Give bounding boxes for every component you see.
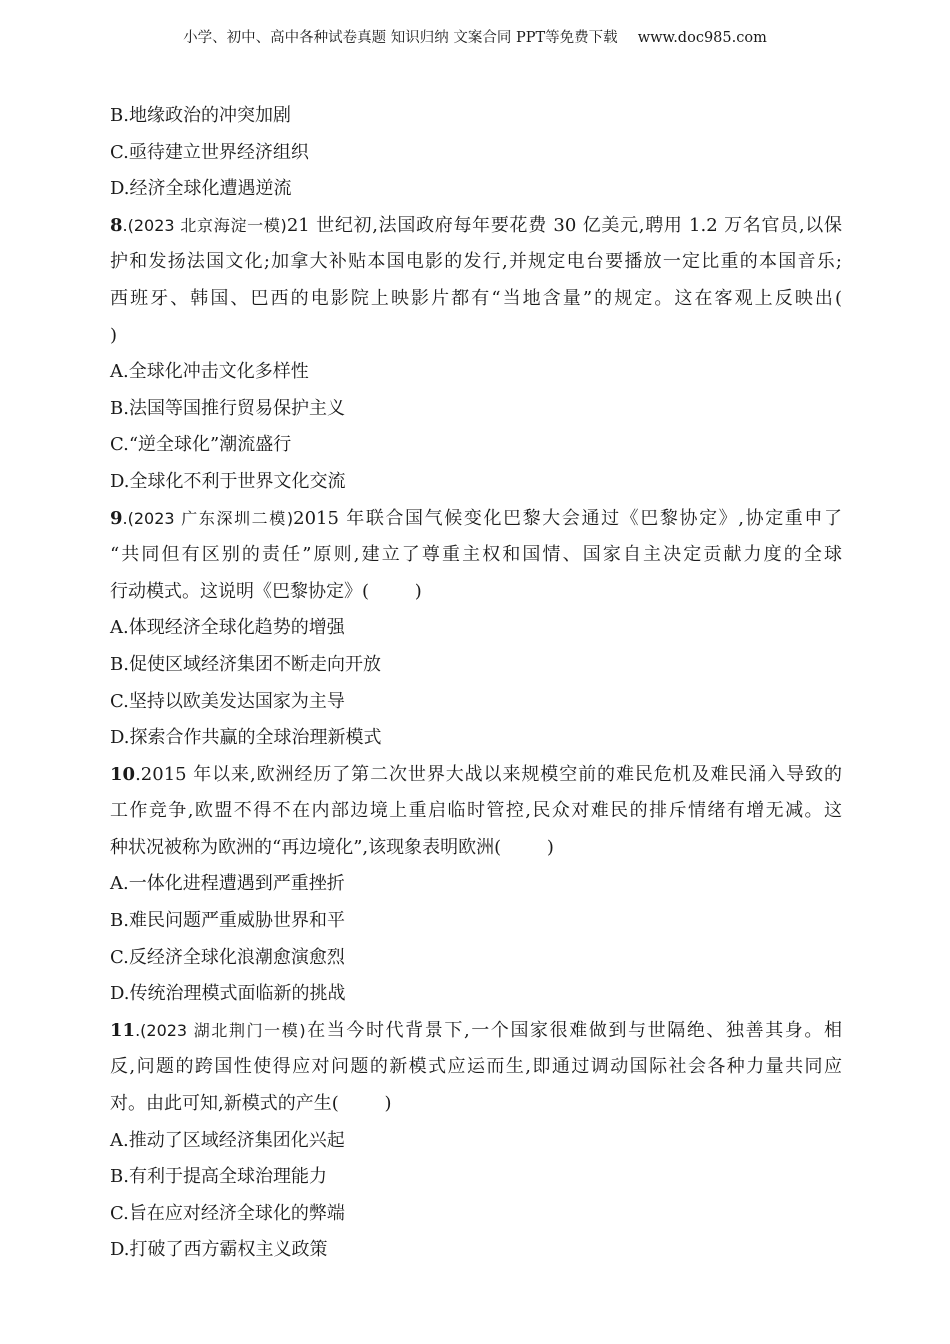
- question-content: [110, 98, 842, 1269]
- question-text-line: 工作竞争,欧盟不得不在内部边境上重启临时管控,民众对难民的排斥情绪有增无减。这: [110, 800, 842, 822]
- question-source: .(2023 北京海淀一模): [122, 215, 287, 235]
- question-8-line-1: [110, 208, 842, 245]
- question-number: 11: [110, 1019, 136, 1041]
- question-text-line: “共同但有区别的责任”原则,建立了尊重主权和国情、国家自主决定贡献力度的全球: [110, 544, 842, 566]
- option-line: D.全球化不利于世界文化交流: [110, 470, 346, 492]
- question-source: .(2023 广东深圳二模): [122, 508, 294, 528]
- option-line: C.“逆全球化”潮流盛行: [110, 434, 292, 456]
- question-text: 在当今时代背景下,一个国家很难做到与世隔绝、独善其身。相: [305, 1019, 842, 1041]
- option-line: B.难民问题严重威胁世界和平: [110, 910, 345, 932]
- option-line: A.一体化进程遭遇到严重挫折: [110, 873, 345, 895]
- option-line: D.传统治理模式面临新的挑战: [110, 983, 346, 1005]
- option-line: A.体现经济全球化趋势的增强: [110, 617, 345, 639]
- question-text-line: 护和发扬法国文化;加拿大补贴本国电影的发行,并规定电台要播放一定比重的本国音乐;: [110, 251, 842, 273]
- option-line: A.推动了区域经济集团化兴起: [110, 1129, 345, 1151]
- question-text-line: ): [110, 324, 118, 346]
- question-text-line: 对。由此可知,新模式的产生( ): [110, 1093, 392, 1115]
- option-line: C.亟待建立世界经济组织: [110, 141, 309, 163]
- question-text: 2015 年联合国气候变化巴黎大会通过《巴黎协定》,协定重申了: [293, 507, 842, 529]
- question-text: 21 世纪初,法国政府每年要花费 30 亿美元,聘用 1.2 万名官员,以保: [286, 214, 842, 236]
- header-text: 小学、初中、高中各种试卷真题 知识归纳 文案合同 PPT等免费下载: [183, 30, 618, 46]
- option-line: B.法国等国推行贸易保护主义: [110, 397, 345, 419]
- question-number: 10: [110, 763, 136, 785]
- option-line: C.反经济全球化浪潮愈演愈烈: [110, 946, 345, 968]
- option-line: C.坚持以欧美发达国家为主导: [110, 690, 345, 712]
- option-line: B.有利于提高全球治理能力: [110, 1166, 327, 1188]
- question-text-line: 西班牙、韩国、巴西的电影院上映影片都有“当地含量”的规定。这在客观上反映出(: [110, 287, 842, 309]
- option-line: D.探索合作共赢的全球治理新模式: [110, 727, 382, 749]
- question-text-line: 行动模式。这说明《巴黎协定》( ): [110, 580, 422, 602]
- question-text-line: 种状况被称为欧洲的“再边境化”,该现象表明欧洲( ): [110, 836, 554, 858]
- option-line: C.旨在应对经济全球化的弊端: [110, 1202, 345, 1224]
- option-line: D.经济全球化遭遇逆流: [110, 178, 292, 200]
- option-line: A.全球化冲击文化多样性: [110, 361, 309, 383]
- option-line: B.地缘政治的冲突加剧: [110, 105, 291, 126]
- page-header: [0, 27, 950, 49]
- question-source: .(2023 湖北荆门一模): [135, 1020, 306, 1040]
- question-10-line-1: [110, 757, 842, 794]
- option-line: D.打破了西方霸权主义政策: [110, 1239, 328, 1261]
- question-text-line: 反,问题的跨国性使得应对问题的新模式应运而生,即通过调动国际社会各种力量共同应: [110, 1056, 842, 1078]
- question-number: 9: [110, 507, 123, 529]
- question-number: 8: [110, 214, 123, 236]
- header-site: www.doc985.com: [637, 30, 767, 46]
- question-text: .2015 年以来,欧洲经历了第二次世界大战以来规模空前的难民危机及难民涌入导致的: [135, 763, 842, 785]
- option-line: B.促使区域经济集团不断走向开放: [110, 653, 381, 675]
- question-9-line-1: [110, 501, 842, 538]
- question-11-line-1: [110, 1013, 842, 1050]
